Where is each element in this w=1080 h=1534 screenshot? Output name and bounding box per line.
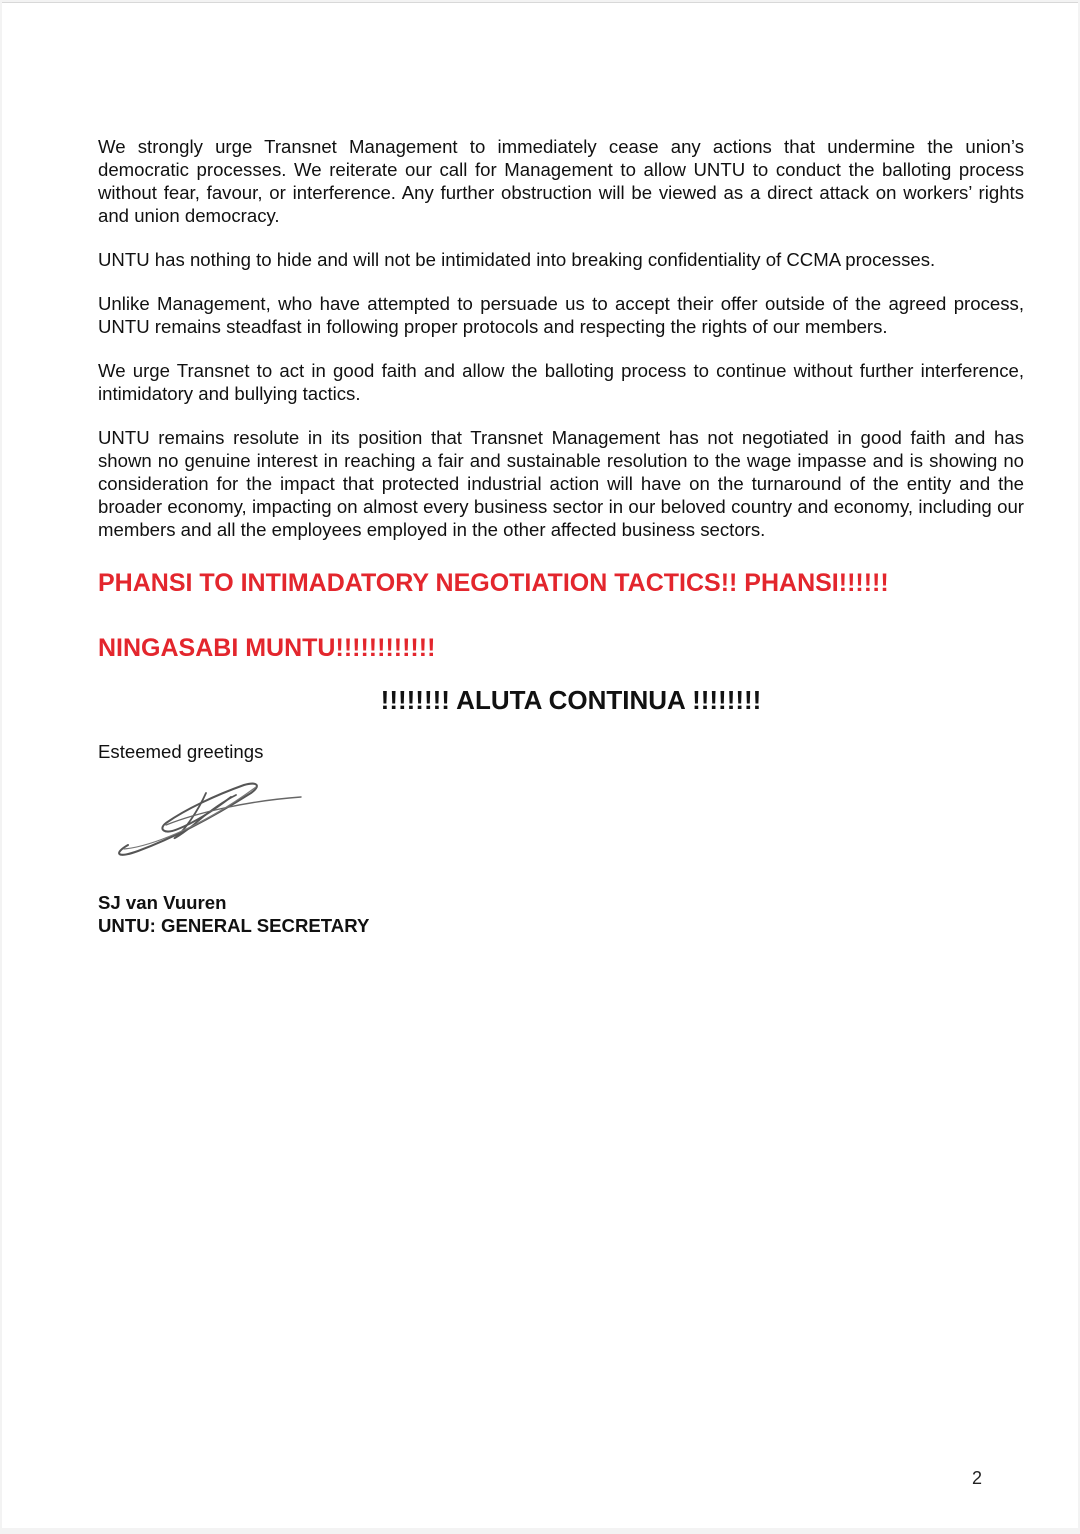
signer-name: SJ van Vuuren [98, 892, 227, 913]
slogan-ningasabi: NINGASABI MUNTU!!!!!!!!!!!! [98, 634, 436, 662]
handwritten-signature [106, 773, 306, 863]
paragraph-2: UNTU has nothing to hide and will not be intimidated into breaking confidentiality of CCMA processes. [98, 249, 936, 270]
page-number: 2 [972, 1468, 983, 1488]
closing-greeting: Esteemed greetings [98, 741, 264, 762]
slogan-phansi: PHANSI TO INTIMADATORY NEGOTIATION TACTICS!! PHANSI!!!!!! [98, 569, 889, 597]
aluta-continua-heading: !!!!!!!! ALUTA CONTINUA !!!!!!!! [380, 685, 762, 715]
signer-title: UNTU: GENERAL SECRETARY [98, 915, 370, 936]
paragraph-5: UNTU remains resolute in its position that Transnet Management has not negotiated in good faith and has shown no genuine interest in reaching a fair and sustainable resolution to the wage impasse and is showing no consideration for the impact that protected industrial action will have on the turnaround of the entity and the broader economy, impacting on almost every business sector in our beloved country and economy, including our members and all the employees employed in the other affected business sectors. [98, 427, 1024, 540]
document-page [2, 2, 1078, 1528]
paragraph-3: Unlike Management, who have attempted to persuade us to accept their offer outside of the agreed process, UNTU remains steadfast in following proper protocols and respecting the rights of our members. [98, 293, 1024, 337]
letter-body [98, 135, 1024, 937]
paragraph-4: We urge Transnet to act in good faith and allow the balloting process to continue without further interference, intimidatory and bullying tactics. [98, 360, 1024, 404]
paragraph-1: We strongly urge Transnet Management to immediately cease any actions that undermine the union’s democratic processes. We reiterate our call for Management to allow UNTU to conduct the balloting process without fear, favour, or interference. Any further obstruction will be viewed as a direct attack on workers’ rights and union democracy. [98, 136, 1024, 226]
